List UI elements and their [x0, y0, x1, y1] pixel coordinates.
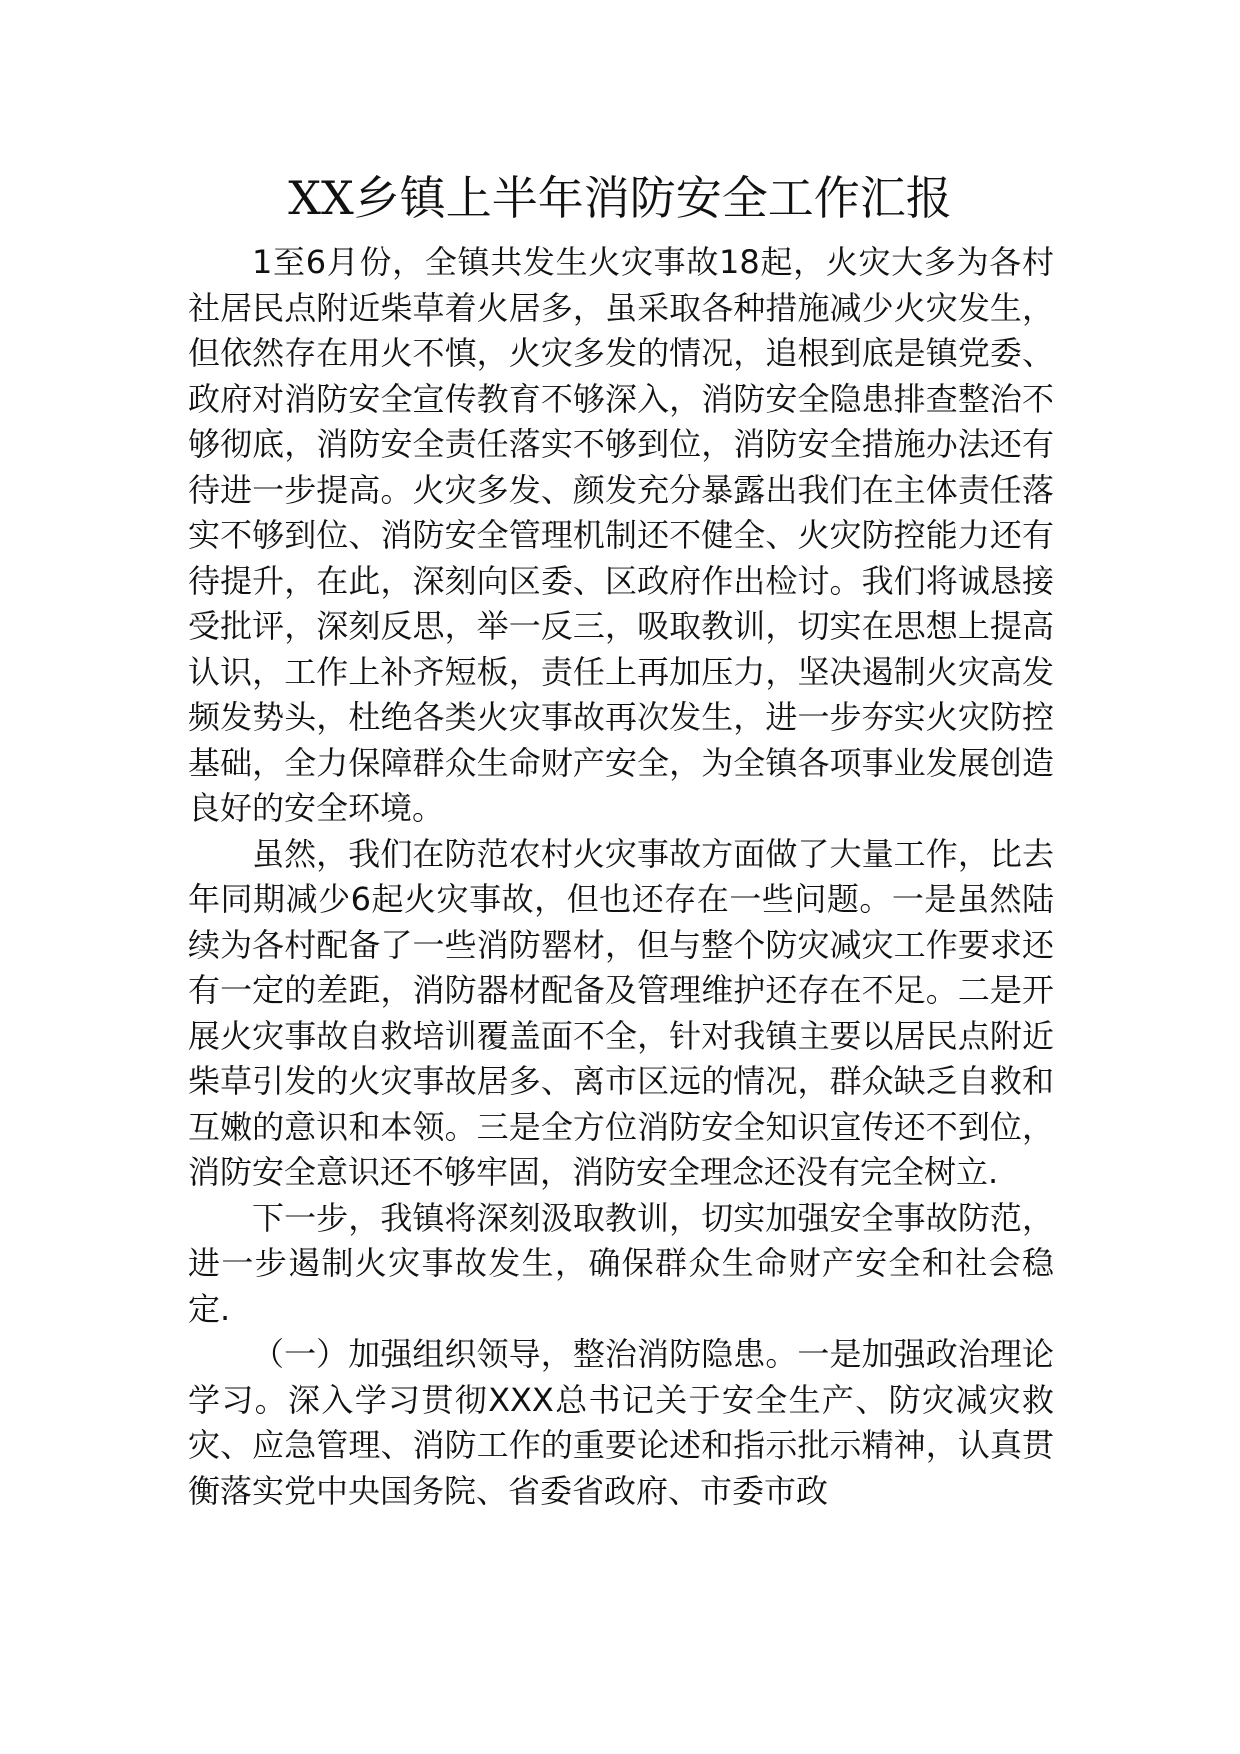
- document-body: [188, 240, 1054, 1514]
- paragraph-fire-incidents: 1至6月份，全镇共发生火灾事故18起，火灾大多为各村社居民点附近柴草着火居多，虽采取各种措施减少火灾发生，但依然存在用火不慎，火灾多发的情况，追根到底是镇党委、政府对消防安全宣传教育不够深入，消防安全隐患排查整治不够彻底，消防安全责任落实不够到位，消防安全措施办法还有待进一步提高。火灾多发、颜发充分暴露出我们在主体责任落实不够到位、消防安全管理机制还不健全、火灾防控能力还有待提升，在此，深刻向区委、区政府作出检讨。我们将诚恳接受批评，深刻反思，举一反三，吸取教训，切实在思想上提高认识，工作上补齐短板，责任上再加压力，坚决遏制火灾高发频发势头，杜绝各类火灾事故再次发生，进一步夯实火灾防控基础，全力保障群众生命财产安全，为全镇各项事业发展创造良好的安全环境。: [188, 243, 1054, 827]
- paragraph-section-one: （一）加强组织领导，整治消防隐患。一是加强政治理论学习。深入学习贯彻XXX总书记关于安全生产、防灾减灾救灾、应急管理、消防工作的重要论述和指示批示精神，认真贯衡落实党中央国务院、省委省政府、市委市政: [188, 1335, 1054, 1510]
- paragraph-existing-problems: 虽然，我们在防范农村火灾事故方面做了大量工作，比去年同期减少6起火灾事故，但也还存在一些问题。一是虽然陆续为各村配备了一些消防罂材，但与整个防灾减灾工作要求还有一定的差距，消防器材配备及管理维护还存在不足。二是开展火灾事故自救培训覆盖面不全，针对我镇主要以居民点附近柴草引发的火灾事故居多、离市区远的情况，群众缺乏自救和互嫩的意识和本领。三是全方位消防安全知识宣传还不到位，消防安全意识还不够牢固，消防安全理念还没有完全树立.: [188, 834, 1054, 1191]
- paragraph-next-steps: 下一步，我镇将深刻汲取教训，切实加强安全事故防范，进一步遏制火灾事故发生，确保群众生命财产安全和社会稳定.: [188, 1198, 1054, 1328]
- document-title: XX乡镇上半年消防安全工作汇报: [288, 171, 952, 225]
